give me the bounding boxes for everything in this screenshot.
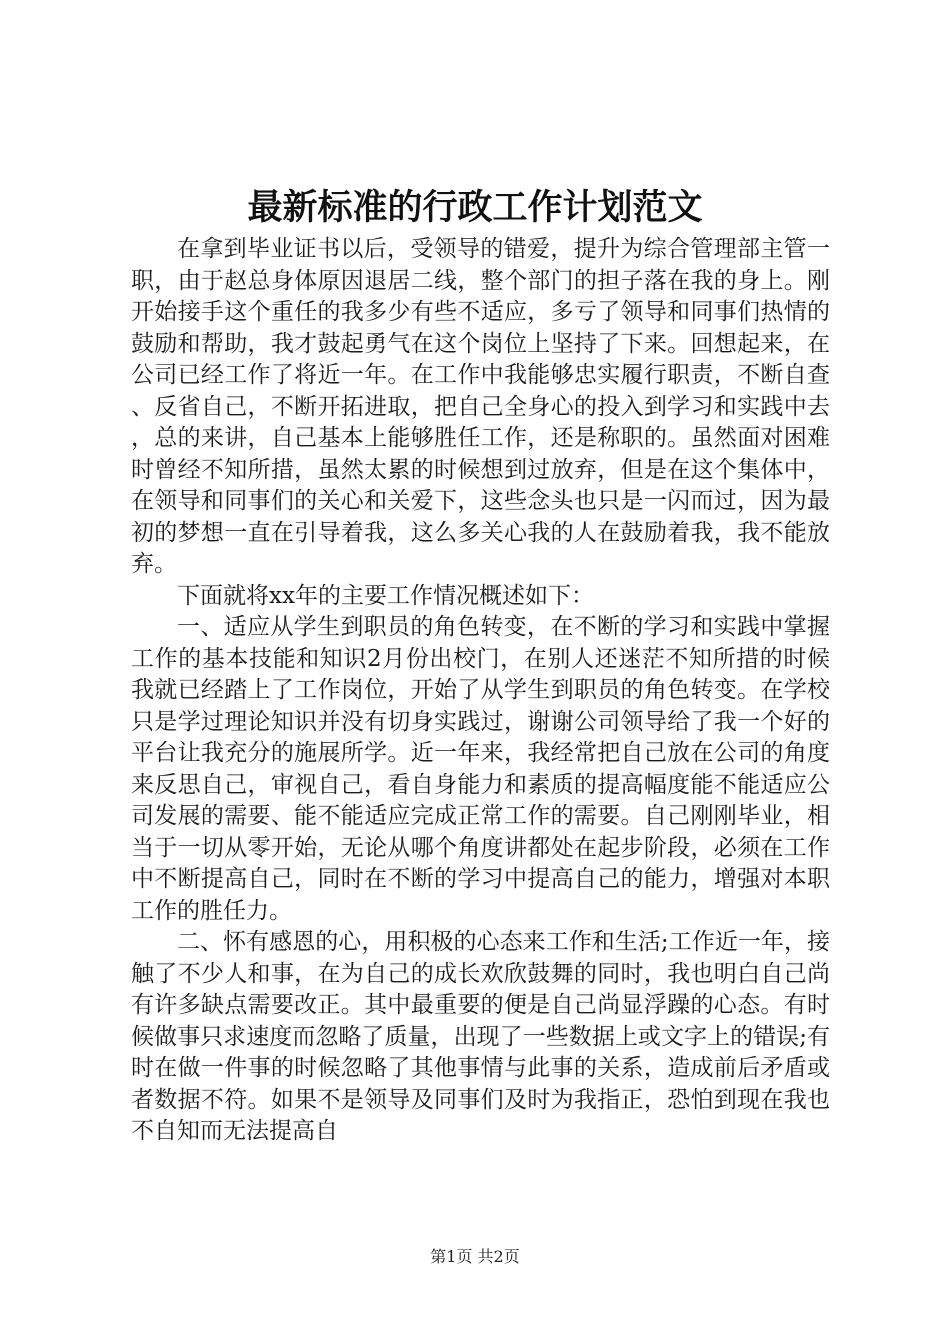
paragraph-intro: 在拿到毕业证书以后，受领导的错爱，提升为综合管理部主管一职，由于赵总身体原因退居二线，整个部门的担子落在我的身上。刚开始接手这个重任的我多少有些不适应，多亏了领导和同事们热情的鼓励和帮助，我才鼓起勇气在这个岗位上坚持了下来。回想起来，在公司已经工作了将近一年。在工作中我能够忠实履行职责，不断自查、反省自己，不断开拓进取，把自己全身心的投入到学习和实践中去，总的来讲，自己基本上能够胜任工作，还是称职的。虽然面对困难时曾经不知所措，虽然太累的时候想到过放弃，但是在这个集体中，在领导和同事们的关心和关爱下，这些念头也只是一闪而过，因为最初的梦想一直在引导着我，这么多关心我的人在鼓励着我，我不能放弃。	[131, 236, 830, 577]
document-title: 最新标准的行政工作计划范文	[247, 187, 703, 228]
paragraph-section-one: 一、适应从学生到职员的角色转变，在不断的学习和实践中掌握工作的基本技能和知识2月份出校门，在别人还迷茫不知所措的时候我就已经踏上了工作岗位，开始了从学生到职员的角色转变。在学校只是学过理论知识并没有切身实践过，谢谢公司领导给了我一个好的平台让我充分的施展所学。近一年来，我经常把自己放在公司的角度来反思自己，审视自己，看自身能力和素质的提高幅度能不能适应公司发展的需要、能不能适应完成正常工作的需要。自己刚刚毕业，相当于一切从零开始，无论从哪个角度讲都处在起步阶段，必须在工作中不断提高自己，同时在不断的学习中提高自己的能力，增强对本职工作的胜任力。	[131, 614, 830, 924]
document-body	[131, 234, 830, 1148]
paragraph-section-two: 二、怀有感恩的心，用积极的心态来工作和生活;工作近一年，接触了不少人和事，在为自己的成长欢欣鼓舞的同时，我也明白自己尚有许多缺点需要改正。其中最重要的便是自己尚显浮躁的心态。有时候做事只求速度而忽略了质量，出现了一些数据上或文字上的错误;有时在做一件事的时候忽略了其他事情与此事的关系，造成前后矛盾或者数据不符。如果不是领导及同事们及时为我指正，恐怕到现在我也不自知而无法提高自	[131, 929, 830, 1144]
paragraph-summary-lead: 下面就将xx年的主要工作情况概述如下：	[177, 582, 594, 609]
page-number-footer: 第1页 共2页	[430, 1247, 520, 1266]
